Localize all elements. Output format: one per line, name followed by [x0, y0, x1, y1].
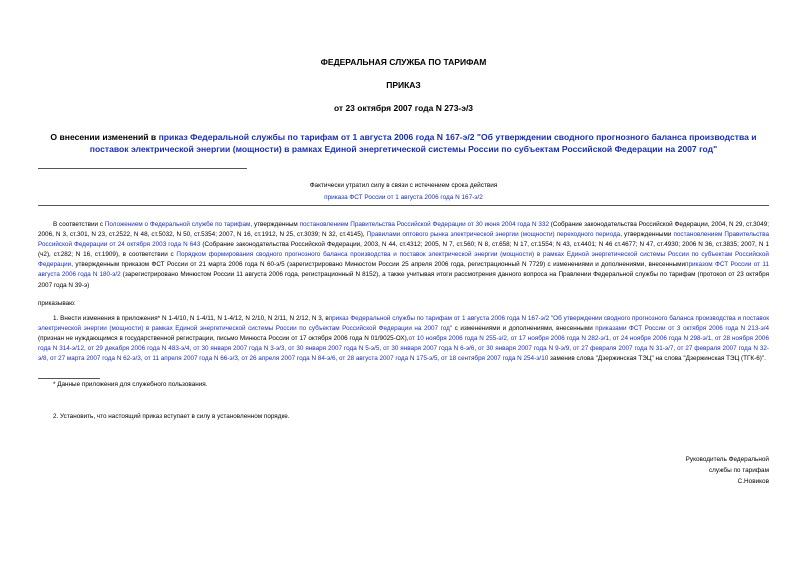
- resolution-643-link[interactable]: постановлением Правительства Российской Федерации от 24 октября 2003 года N 643: [38, 231, 769, 249]
- order-167-link[interactable]: приказ Федеральной службы по тарифам от 1 августа 2006 года N 167-э/2 "Об утверждении сводного прогнозного баланса производства и поставок электрической энергии (мощности) в рамках Единой энергетической системы России по субъектам Российской Федерации на 2007 год": [38, 315, 769, 333]
- footnote: * Данные приложения для служебного пользования.: [53, 381, 208, 388]
- signature-organization: службы по тарифам: [708, 467, 769, 474]
- item-2-paragraph: 2. Установить, что настоящий приказ вступает в силу в установленном порядке.: [53, 413, 290, 420]
- document-title: [40, 131, 767, 155]
- market-rules-link[interactable]: Правилами оптового рынка электрической энергии (мощности) переходного периода: [366, 231, 621, 239]
- text-span: (зарегистрировано Минюстом России 11 августа 2006 года, регистрационный N 8152), а также учитывая итоги рассмотрения данного вопроса на Правлении Федеральной службы по тарифам (протокол от 23 октября 2007 года N 39-э): [38, 271, 769, 289]
- order-180-link[interactable]: приказом ФСТ России от 11 августа 2006 года N 180-э/2: [38, 261, 770, 279]
- validity-notice-text: Фактически утратил силу в связи с истечением срока действия: [309, 182, 498, 189]
- validity-notice: [0, 180, 807, 204]
- resolution-332-link[interactable]: постановлением Правительства Российской Федерации от 30 июня 2004 года N 332: [299, 221, 549, 228]
- divider: [38, 205, 769, 206]
- signature-name: С.Новиков: [737, 478, 769, 485]
- regulation-link[interactable]: Положением о Федеральной службе по тарифам: [104, 221, 251, 228]
- validity-notice-link[interactable]: приказа ФСТ России от 1 августа 2006 года N 167-э/2: [324, 194, 483, 201]
- order-213-link[interactable]: приказами ФСТ России от 3 октября 2006 года N 213-э/4: [595, 325, 770, 333]
- item-1-paragraph: [38, 314, 769, 364]
- text-span: , утвержденным: [250, 221, 300, 228]
- amending-orders-link[interactable]: от 10 ноября 2006 года N 255-э/2, от 17 ноября 2006 года N 282-э/1, от 24 ноября 2006 года N 298-э/1, от 28 ноября 2006 года N 314-э/12, от 29 декабря 2006 года N 483-э/4, от 30 января 2007 года N 3-э/3, от 30 января 2007 года N 5-э/5, от 30 января 2007 года N 6-э/6, от 30 января 2007 года N 9-э/9, от 27 февраля 2007 года N 31-э/7, от 27 февраля 2007 года N 32-э/8, от 27 марта 2007 года N 62-э/3, от 11 апреля 2007 года N 66-э/3, от 26 апреля 2007 года N 84-э/6, от 28 августа 2007 года N 175-э/5, от 18 сентября 2007 года N 254-э/10: [38, 335, 769, 363]
- text-span: заменив слова "Дзержинская ТЭЦ" на слова "Дзержинская ТЭЦ (ТГК-6)".: [548, 355, 766, 363]
- text-span: (Собрание законодательства Российской Федерации, 2004, N 29, ст.3049; 2006, N 3, ст.301, N 23, ст.2522, N 48, ст.5032, N 50, ст.5354; 2007, N 16, ст.1912, N 25, ст.3039; N 32, ст.4145),: [38, 221, 769, 239]
- title-prefix: О внесении изменений в: [50, 132, 159, 142]
- footnote-divider: [38, 378, 100, 379]
- signature-block: [600, 454, 769, 487]
- order-word: приказываю:: [38, 300, 76, 307]
- divider: [38, 168, 247, 169]
- document-type-heading: ПРИКАЗ: [386, 80, 421, 90]
- preamble-paragraph: [38, 220, 769, 291]
- signature-position: Руководитель Федеральной: [685, 456, 769, 463]
- title-link[interactable]: приказ Федеральной службы по тарифам от 1 августа 2006 года N 167-э/2 "Об утверждении сводного прогнозного баланса производства и поставок электрической энергии (мощности) в рамках Единой энергетической системы России по субъектам Российской Федерации на 2007 год": [89, 132, 757, 154]
- text-span: В соответствии с: [53, 221, 105, 228]
- text-span: (признан не нуждающимся в государственной регистрации, письмо Минюста России от 17 октября 2006 года N 01/9025-ОХ),: [38, 335, 409, 343]
- text-span: , утвержденным приказом ФСТ России от 21 марта 2006 года N 60-э/5 (зарегистрировано Минюстом России 25 апреля 2006 года, регистрационный N 7729) с изменениями и дополнениями, внесенными: [71, 261, 686, 269]
- text-span: 1. Внести изменения в приложения* N 1-4/10, N 1-4/11, N 1-4/12, N 2/10, N 2/11, N 2/12, N 3, в: [53, 315, 329, 322]
- text-span: (Собрание законодательства Российской Федерации, 2003, N 44, ст.4312; 2005, N 7, ст.560; N 8, ст.658; N 17, ст.1554; N 43, ст.4401; N 46 ст.4677; N 47, ст.4930; 2006 N 36, ст.3835; 2007, N 1 (ч2), ст.282; N 16, ст.1909), в соответствии с: [38, 241, 770, 259]
- organization-heading: ФЕДЕРАЛЬНАЯ СЛУЖБА ПО ТАРИФАМ: [320, 57, 487, 67]
- text-span: с изменениями и дополнениями, внесенными: [452, 325, 596, 333]
- date-number-heading: от 23 октября 2007 года N 273-э/3: [333, 103, 474, 113]
- text-span: , утвержденными: [620, 231, 674, 239]
- balance-procedure-link[interactable]: Порядком формирования сводного прогнозного баланса производства и поставок электрической энергии (мощности) в рамках Единой энергетической системы России по субъектам Российской Федерации: [38, 251, 769, 269]
